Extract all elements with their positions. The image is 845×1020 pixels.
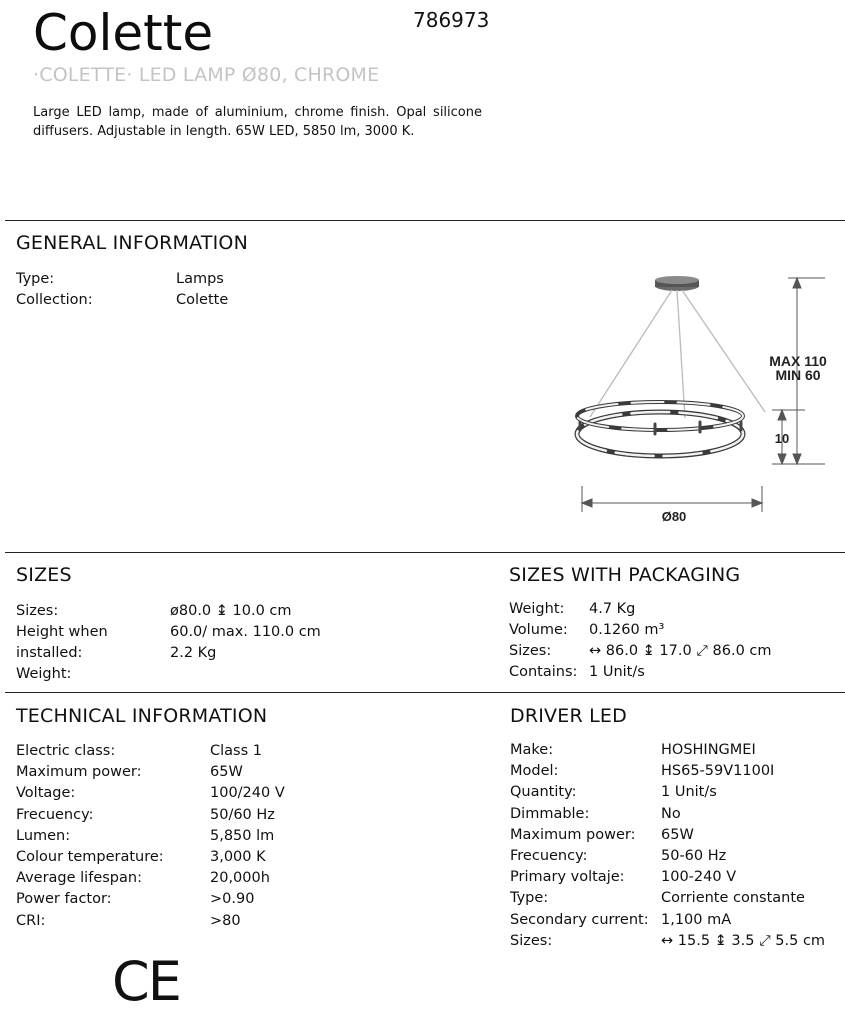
driver-label: Maximum power: (510, 826, 636, 843)
technical-value: 65W (210, 764, 243, 781)
ring-height-label: 10 (774, 431, 790, 446)
driver-value: 65W (661, 826, 694, 843)
technical-value: 5,850 lm (210, 827, 275, 844)
technical-value: >0.90 (210, 891, 255, 908)
general-collection-value: Colette (176, 292, 229, 308)
technical-value: Class 1 (210, 743, 262, 759)
driver-label: Make: (510, 742, 554, 758)
product-title: Colette (33, 4, 214, 62)
lamp-dimension-diagram (560, 262, 845, 532)
canopy-icon (655, 276, 699, 291)
technical-label: Voltage: (16, 785, 76, 802)
lamp-ring (577, 402, 743, 456)
general-collection-label: Collection: (16, 292, 93, 308)
general-type-label: Type: (16, 271, 55, 287)
packaging-sizes-value: ↔ 86.0 ↨ 17.0 ⤢ 86.0 cm (589, 643, 772, 659)
technical-label: Maximum power: (16, 764, 142, 781)
max-height-label: MAX 110 (769, 353, 827, 369)
sizes-value: ø80.0 ↨ 10.0 cm (170, 603, 292, 619)
divider (5, 552, 845, 553)
packaging-weight-label: Weight: (509, 601, 565, 617)
driver-label: Frecuency: (510, 848, 588, 864)
height-label-1: Height when (16, 624, 108, 640)
general-type-value: Lamps (176, 271, 224, 287)
driver-label: Quantity: (510, 784, 577, 801)
driver-label: Type: (510, 890, 549, 907)
driver-value: 50-60 Hz (661, 848, 727, 864)
technical-label: CRI: (16, 912, 46, 929)
sizes-heading: SIZES (16, 564, 72, 586)
technical-value: >80 (210, 912, 241, 929)
driver-label: Dimmable: (510, 805, 590, 822)
packaging-sizes-label: Sizes: (509, 643, 552, 659)
technical-value: 3,000 K (210, 849, 266, 865)
packaging-volume-label: Volume: (509, 622, 568, 638)
driver-value: 100-240 V (661, 869, 737, 886)
packaging-contains-label: Contains: (509, 664, 578, 680)
weight-label: Weight: (16, 666, 72, 682)
driver-value: No (661, 805, 681, 822)
sizes-label: Sizes: (16, 603, 59, 619)
driver-value: HOSHINGMEI (661, 742, 756, 758)
height-value: 60.0/ max. 110.0 cm (170, 624, 321, 640)
technical-label: Frecuency: (16, 806, 94, 823)
diameter-label: Ø80 (661, 509, 687, 524)
driver-label: Sizes: (510, 932, 553, 949)
driver-value: HS65-59V1100I (661, 763, 775, 780)
ce-mark-icon: CE (112, 950, 180, 1013)
driver-label: Primary voltaje: (510, 869, 625, 886)
divider (5, 692, 845, 693)
height-label-2: installed: (16, 645, 83, 661)
driver-value: ↔ 15.5 ↨ 3.5 ⤢ 5.5 cm (661, 932, 826, 949)
packaging-volume-value: 0.1260 m³ (589, 622, 665, 638)
technical-value: 20,000h (210, 870, 270, 887)
technical-value: 50/60 Hz (210, 806, 275, 823)
driver-label: Model: (510, 763, 559, 780)
divider (5, 220, 845, 221)
driver-value: 1 Unit/s (661, 784, 717, 801)
weight-value: 2.2 Kg (170, 645, 217, 661)
product-description: Large LED lamp, made of aluminium, chrome finish. Opal silicone diffusers. Adjustable in length. 65W LED, 5850 lm, 3000 K. (33, 105, 482, 139)
product-code: 786973 (413, 8, 490, 32)
driver-value: Corriente constante (661, 890, 805, 907)
technical-heading: TECHNICAL INFORMATION (16, 705, 268, 727)
general-heading: GENERAL INFORMATION (16, 232, 248, 254)
product-subtitle: ·COLETTE· LED LAMP Ø80, CHROME (33, 64, 380, 86)
driver-label: Secondary current: (510, 911, 649, 928)
min-height-label: MIN 60 (775, 367, 821, 383)
technical-label: Colour temperature: (16, 849, 164, 865)
technical-value: 100/240 V (210, 785, 285, 802)
packaging-contains-value: 1 Unit/s (589, 664, 645, 680)
technical-label: Electric class: (16, 743, 116, 759)
technical-label: Average lifespan: (16, 870, 142, 887)
technical-label: Lumen: (16, 827, 71, 844)
driver-value: 1,100 mA (661, 911, 732, 928)
technical-label: Power factor: (16, 891, 112, 908)
packaging-weight-value: 4.7 Kg (589, 601, 636, 617)
cables (590, 290, 765, 418)
packaging-heading: SIZES WITH PACKAGING (509, 564, 741, 586)
driver-heading: DRIVER LED (510, 705, 627, 727)
